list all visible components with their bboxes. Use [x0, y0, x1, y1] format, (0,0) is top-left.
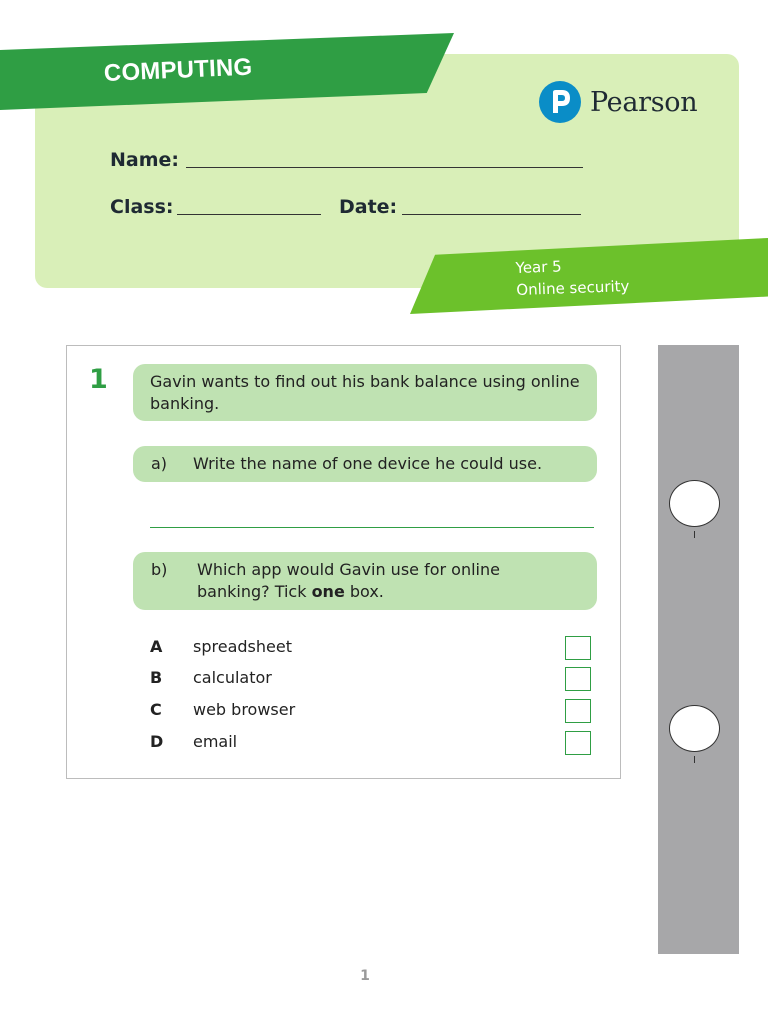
- part-b-prompt: [133, 552, 597, 610]
- brand-name: Pearson: [590, 86, 698, 118]
- part-b-label: b): [151, 560, 168, 579]
- date-field[interactable]: [402, 214, 581, 215]
- mark-column: [658, 345, 739, 954]
- part-b-line2-prefix: banking? Tick: [197, 582, 312, 601]
- part-a-answer-line[interactable]: [150, 527, 594, 528]
- class-field[interactable]: [177, 214, 321, 215]
- part-b-line2: [197, 581, 384, 603]
- part-b-line2-bold: one: [311, 582, 345, 601]
- option-b-letter: B: [150, 668, 163, 687]
- mark-tick-b: [694, 756, 695, 763]
- subject-title: COMPUTING: [103, 53, 253, 87]
- mark-circle-a[interactable]: [669, 480, 720, 527]
- part-b-line1: Which app would Gavin use for online: [197, 560, 500, 579]
- option-a-text: spreadsheet: [193, 637, 292, 656]
- option-c-checkbox[interactable]: [565, 699, 591, 723]
- topic-label: Online security: [516, 277, 630, 299]
- date-label: Date:: [339, 196, 398, 218]
- year-label: Year 5: [515, 257, 562, 278]
- part-a-text: Write the name of one device he could use.: [193, 454, 543, 473]
- option-c-text: web browser: [193, 700, 296, 719]
- question-stem: [133, 364, 597, 421]
- option-b-checkbox[interactable]: [565, 667, 591, 691]
- mark-tick-a: [694, 531, 695, 538]
- option-d-text: email: [193, 732, 238, 751]
- option-d-letter: D: [150, 732, 164, 751]
- option-a-letter: A: [150, 637, 163, 656]
- question-stem-text: Gavin wants to find out his bank balance using online banking.: [150, 372, 580, 413]
- name-field[interactable]: [186, 167, 583, 168]
- mark-circle-b[interactable]: [669, 705, 720, 752]
- year-topic-label: [515, 253, 630, 301]
- pearson-logo-icon: [538, 80, 582, 124]
- part-a-prompt: [133, 446, 597, 482]
- option-b-text: calculator: [193, 668, 272, 687]
- question-number: 1: [89, 364, 108, 395]
- page-number: 1: [360, 968, 370, 984]
- pearson-logo: [538, 79, 697, 125]
- option-c-letter: C: [150, 700, 162, 719]
- part-a-label: a): [151, 454, 168, 473]
- name-label: Name:: [110, 149, 180, 171]
- option-a-checkbox[interactable]: [565, 636, 591, 660]
- part-b-line2-suffix: box.: [344, 582, 384, 601]
- class-label: Class:: [110, 196, 174, 218]
- option-d-checkbox[interactable]: [565, 731, 591, 755]
